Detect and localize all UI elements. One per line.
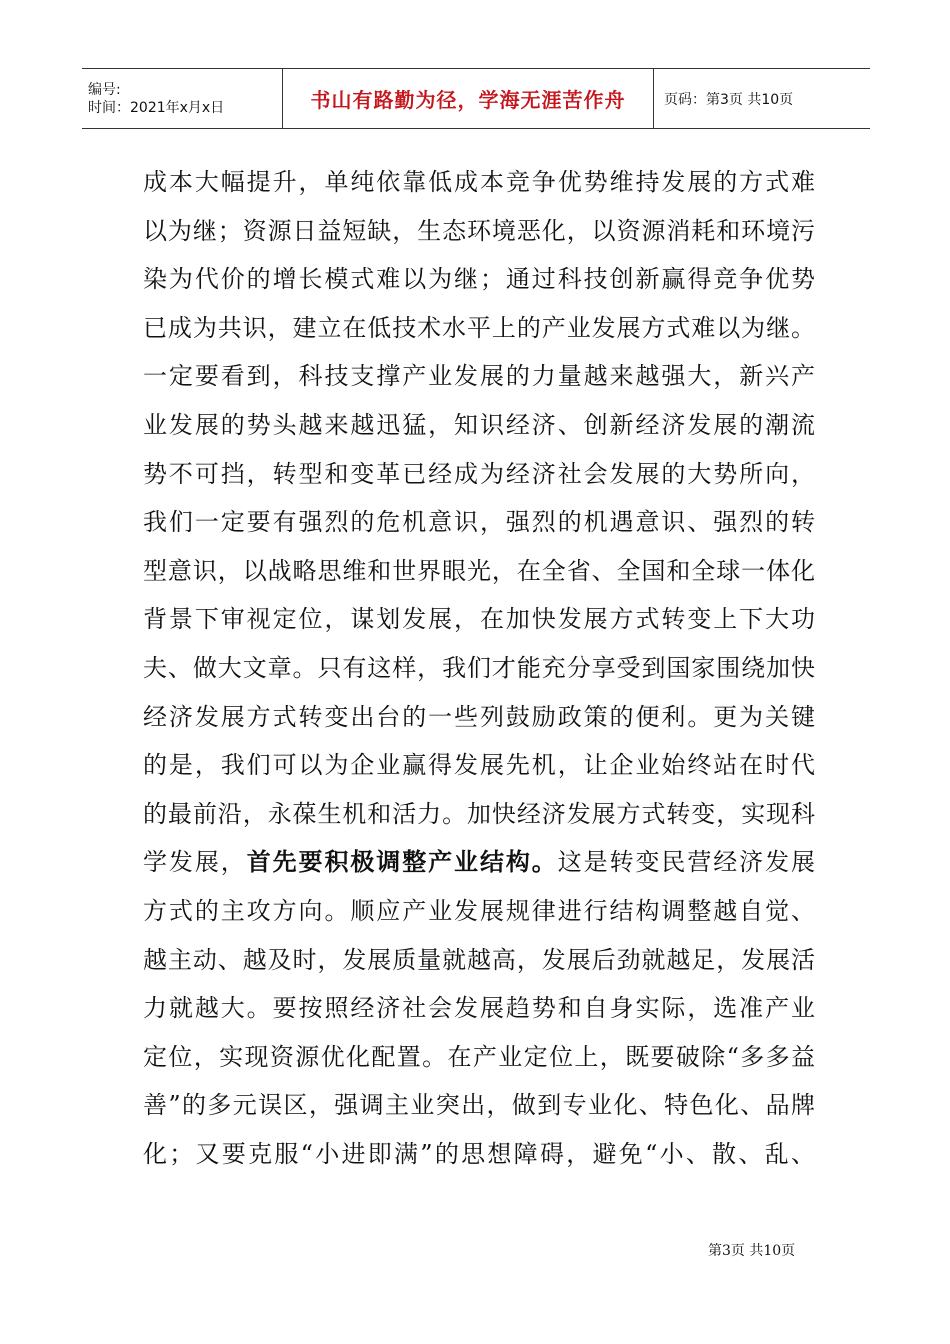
- text-line: 善”的多元误区，强调主业突出，做到专业化、特色化、品牌: [143, 1091, 815, 1120]
- text-line: 型意识，以战略思维和世界眼光，在全省、全国和全球一体化: [143, 556, 815, 585]
- text-line: 成本大幅提升，单纯依靠低成本竞争优势维持发展的方式难: [143, 168, 815, 196]
- text-segment: 这是转变民营经济发展: [557, 848, 816, 877]
- text-segment: 学发展，: [143, 848, 247, 877]
- page-footer: 第3页 共10页: [708, 1243, 796, 1259]
- header-page-number: 页码：第3页 共10页: [664, 91, 794, 108]
- text-line: 已成为共识，建立在低技术水平上的产业发展方式难以为继。: [143, 313, 815, 342]
- document-number-label: 编号:: [88, 81, 121, 98]
- text-line: 化；又要克服“小进即满”的思想障碍，避免“小、散、乱、: [143, 1139, 815, 1168]
- text-line: 我们一定要有强烈的危机意识，强烈的机遇意识、强烈的转: [143, 508, 815, 537]
- header-meta: [82, 69, 282, 128]
- emphasized-text: 首先要积极调整产业结构。: [246, 847, 558, 877]
- text-line: 方式的主攻方向。顺应产业发展规律进行结构调整越自觉、: [143, 896, 815, 925]
- text-line: 背景下审视定位，谋划发展，在加快发展方式转变上下大功: [143, 605, 815, 634]
- text-line: 势不可挡，转型和变革已经成为经济社会发展的大势所向，: [143, 459, 815, 488]
- header-motto-cell: [282, 69, 654, 128]
- text-line: 业发展的势头越来越迅猛，知识经济、创新经济发展的潮流: [143, 410, 815, 439]
- document-time-label: 时间：2021年x月x日: [88, 99, 225, 116]
- text-line: 力就越大。要按照经济社会发展趋势和自身实际，选准产业: [143, 994, 815, 1023]
- text-line: 以为继；资源日益短缺，生态环境恶化，以资源消耗和环境污: [143, 216, 815, 245]
- text-line: 一定要看到，科技支撑产业发展的力量越来越强大，新兴产: [143, 362, 815, 391]
- text-line: 经济发展方式转变出台的一些列鼓励政策的便利。更为关键: [143, 702, 815, 731]
- header-motto: 书山有路勤为径，学海无涯苦作舟: [310, 88, 626, 112]
- body-text: [143, 158, 815, 1178]
- text-line: 夫、做大文章。只有这样，我们才能充分享受到国家围绕加快: [143, 653, 815, 682]
- text-line: 的是，我们可以为企业赢得发展先机，让企业始终站在时代: [143, 751, 815, 780]
- text-line: 定位，实现资源优化配置。在产业定位上，既要破除“多多益: [143, 1042, 815, 1071]
- text-line: 染为代价的增长模式难以为继；通过科技创新赢得竞争优势: [143, 265, 815, 294]
- text-line: 越主动、越及时，发展质量就越高，发展后劲就越足，发展活: [143, 945, 815, 974]
- page-header: [82, 68, 870, 129]
- text-line-with-emphasis: [143, 838, 815, 887]
- header-page-cell: [654, 69, 870, 128]
- text-line: 的最前沿，永葆生机和活力。加快经济发展方式转变，实现科: [143, 799, 815, 828]
